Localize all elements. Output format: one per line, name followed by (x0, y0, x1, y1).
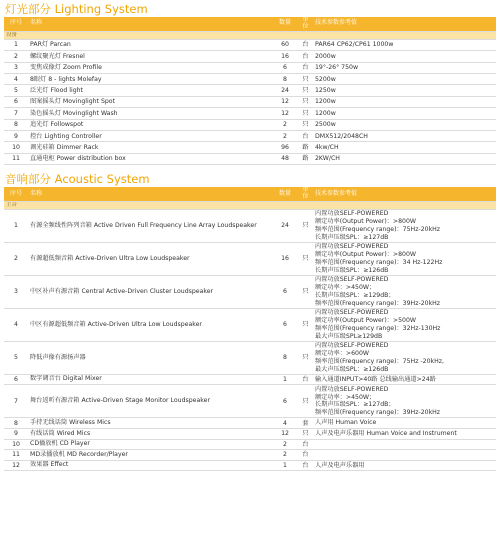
item-quantity: 16 (272, 242, 298, 275)
spec-line: 内置功放SELF-POWERED (315, 341, 389, 349)
item-spec: 2KW/CH (313, 153, 496, 164)
table-row (4, 418, 496, 429)
spec-line: 输入通道INPUT>40路 总线输出通道>24路 (315, 375, 436, 383)
item-spec (313, 242, 496, 275)
item-spec: 19°-26° 750w (313, 62, 496, 73)
spec-line: 额定功率：>600W (315, 349, 370, 357)
item-number: 1 (4, 209, 28, 242)
item-unit: 台 (298, 39, 313, 50)
item-unit: 台 (298, 439, 313, 450)
item-unit: 只 (298, 85, 313, 96)
col-header-no: 序号 (4, 17, 28, 31)
item-spec: 4kw/CH (313, 142, 496, 153)
item-unit: 只 (298, 341, 313, 374)
table-row (4, 450, 496, 461)
item-quantity: 2 (272, 119, 298, 130)
item-quantity: 4 (272, 418, 298, 429)
item-unit: 台 (298, 450, 313, 461)
item-quantity: 2 (272, 130, 298, 141)
item-name: 图案摇头灯 Movinglight Spot (28, 96, 272, 107)
item-spec (313, 450, 496, 461)
item-name: 手持无线话筒 Wireless Mics (28, 418, 272, 429)
item-quantity: 1 (272, 374, 298, 385)
item-name: 中区补声有源音箱 Central Active-Driven Cluster Loudspeaker (28, 275, 272, 308)
item-unit: 只 (298, 96, 313, 107)
item-quantity: 8 (272, 73, 298, 84)
item-name: 泛光灯 Flood light (28, 85, 272, 96)
item-quantity: 16 (272, 51, 298, 62)
spec-line: 长期声压级SPL：≥127dB (315, 233, 389, 241)
col-header-no: 序号 (4, 187, 28, 201)
table-row (4, 142, 496, 153)
item-quantity: 48 (272, 153, 298, 164)
item-name: 变焦成像灯 Zoom Profile (28, 62, 272, 73)
item-name: 效果器 Effect (28, 460, 272, 471)
table-row (4, 62, 496, 73)
item-spec (313, 460, 496, 471)
item-number: 9 (4, 429, 28, 440)
table-row (4, 242, 496, 275)
item-unit: 台 (298, 51, 313, 62)
item-name: 8眼灯 8 - lights Molefay (28, 73, 272, 84)
item-number: 7 (4, 385, 28, 418)
item-spec: 1200w (313, 108, 496, 119)
table-row (4, 108, 496, 119)
item-number: 10 (4, 439, 28, 450)
item-number: 6 (4, 374, 28, 385)
col-header-spec: 技术参数参考值 (313, 187, 496, 201)
item-number: 5 (4, 85, 28, 96)
spec-line: 最大声压级SPL≥129dB (315, 332, 383, 340)
item-name: 有源全频线性阵列音箱 Active Driven Full Frequency Line Array Loudspeaker (28, 209, 272, 242)
item-number: 5 (4, 341, 28, 374)
item-spec (313, 418, 496, 429)
item-name: 直通电柜 Power distribution box (28, 153, 272, 164)
item-spec (313, 374, 496, 385)
col-header-name: 名称 (28, 17, 272, 31)
table-row (4, 39, 496, 50)
item-quantity: 6 (272, 62, 298, 73)
item-number: 8 (4, 119, 28, 130)
item-spec (313, 275, 496, 308)
item-quantity: 8 (272, 341, 298, 374)
item-name: 舞台返听有源音箱 Active-Driven Stage Monitor Loudspeaker (28, 385, 272, 418)
item-spec: 2000w (313, 51, 496, 62)
spec-line: 额定功率：>450W； (315, 283, 376, 291)
item-spec: 2500w (313, 119, 496, 130)
table-row (4, 308, 496, 341)
item-spec: DMX512/2048CH (313, 130, 496, 141)
table-row (4, 341, 496, 374)
item-number: 2 (4, 242, 28, 275)
item-spec: PAR64 CP62/CP61 1000w (313, 39, 496, 50)
item-name: 数字调音台 Digital Mixer (28, 374, 272, 385)
table-row (4, 439, 496, 450)
item-spec: 1250w (313, 85, 496, 96)
item-unit: 只 (298, 242, 313, 275)
item-number: 3 (4, 275, 28, 308)
item-number: 10 (4, 142, 28, 153)
spec-line: 频率范围(Frequency range)：34 Hz-122Hz (315, 258, 443, 266)
item-quantity: 1 (272, 460, 298, 471)
item-unit: 只 (298, 385, 313, 418)
table-row (4, 85, 496, 96)
item-name: 降低声像有源扬声器 (28, 341, 272, 374)
item-unit: 只 (298, 275, 313, 308)
table-row (4, 153, 496, 164)
item-number: 7 (4, 108, 28, 119)
item-unit: 台 (298, 374, 313, 385)
table-row (4, 385, 496, 418)
item-unit: 只 (298, 119, 313, 130)
item-quantity: 24 (272, 209, 298, 242)
item-unit: 只 (298, 429, 313, 440)
item-quantity: 6 (272, 275, 298, 308)
spec-line: 人声及电声乐器用 Human Voice and Instrument (315, 429, 457, 437)
item-unit: 台 (298, 460, 313, 471)
item-number: 12 (4, 460, 28, 471)
col-header-unit: 单位 (298, 187, 313, 201)
item-unit: 只 (298, 108, 313, 119)
item-spec (313, 341, 496, 374)
item-name: MD录播放机 MD Recorder/Player (28, 450, 272, 461)
item-quantity: 12 (272, 96, 298, 107)
spec-line: 内置功放SELF-POWERED (315, 242, 389, 250)
item-quantity: 24 (272, 85, 298, 96)
col-header-spec: 技术参数参考值 (313, 17, 496, 31)
acoustic-group-label: 主音 (4, 201, 496, 209)
item-unit: 套 (298, 418, 313, 429)
spec-line: 额定功率(Output Power)：>500W (315, 316, 417, 324)
item-name: 追光灯 Followspot (28, 119, 272, 130)
item-unit: 台 (298, 130, 313, 141)
lighting-section-title: 灯光部分 Lighting System (5, 2, 148, 16)
spec-line: 内置功放SELF-POWERED (315, 209, 389, 217)
acoustic-table (4, 187, 496, 471)
item-spec (313, 209, 496, 242)
item-spec: 5200w (313, 73, 496, 84)
item-quantity: 96 (272, 142, 298, 153)
item-unit: 只 (298, 73, 313, 84)
spec-line (315, 451, 494, 459)
item-number: 3 (4, 62, 28, 73)
col-header-qty: 数量 (272, 17, 298, 31)
col-header-unit: 单位 (298, 17, 313, 31)
equipment-spec-page (0, 1, 500, 560)
item-quantity: 2 (272, 450, 298, 461)
spec-line: 频率范围(Frequency range)：39Hz-20kHz (315, 409, 441, 417)
item-unit: 路 (298, 153, 313, 164)
table-row (4, 119, 496, 130)
table-row (4, 130, 496, 141)
spec-line: 最大声压级SPL：≥126dB (315, 365, 389, 373)
item-name: CD播放机 CD Player (28, 439, 272, 450)
item-number: 1 (4, 39, 28, 50)
lighting-group-label: 设备 (4, 31, 496, 39)
col-header-name: 名称 (28, 187, 272, 201)
spec-line: 频率范围(Frequency range)：32Hz-130Hz (315, 324, 441, 332)
item-unit: 台 (298, 62, 313, 73)
spec-line: 内置功放SELF-POWERED (315, 308, 389, 316)
spec-line: 长期声压级SPL：≥129dB； (315, 291, 395, 299)
item-spec: 1200w (313, 96, 496, 107)
table-row (4, 374, 496, 385)
item-name: 有线话筒 Wired Mics (28, 429, 272, 440)
table-row (4, 429, 496, 440)
spec-line: 长期声压级SPL：≥126dB (315, 266, 389, 274)
spec-line: 人声用 Human Voice (315, 419, 377, 427)
item-quantity: 2 (272, 439, 298, 450)
item-number: 4 (4, 73, 28, 84)
spec-line: 频率范围(Frequency range)：75Hz-20kHz (315, 225, 441, 233)
item-unit: 只 (298, 209, 313, 242)
spec-line (315, 440, 494, 448)
spec-line: 内置功放SELF-POWERED (315, 385, 389, 393)
table-row (4, 275, 496, 308)
item-name: 染色摇头灯 Movinglight Wash (28, 108, 272, 119)
item-name: 中区有源超低频音箱 Active-Driven Ultra Low Loudspeaker (28, 308, 272, 341)
item-quantity: 6 (272, 385, 298, 418)
item-number: 11 (4, 153, 28, 164)
item-name: 调光硅箱 Dimmer Rack (28, 142, 272, 153)
item-unit: 只 (298, 308, 313, 341)
table-row (4, 73, 496, 84)
item-number: 11 (4, 450, 28, 461)
item-number: 4 (4, 308, 28, 341)
item-number: 2 (4, 51, 28, 62)
table-row (4, 460, 496, 471)
item-quantity: 12 (272, 108, 298, 119)
item-name: PAR灯 Parcan (28, 39, 272, 50)
acoustic-section-title: 音响部分 Acoustic System (5, 172, 150, 187)
item-number: 8 (4, 418, 28, 429)
spec-line: 内置功放SELF-POWERED (315, 275, 389, 283)
item-name: 螺纹聚光灯 Fresnel (28, 51, 272, 62)
table-row (4, 209, 496, 242)
item-spec (313, 385, 496, 418)
item-unit: 路 (298, 142, 313, 153)
spec-line: 额定功率(Output Power)：>800W (315, 217, 417, 225)
spec-line: 频率范围(Frequency range)：75Hz -20kHz, (315, 357, 444, 365)
item-spec (313, 429, 496, 440)
spec-line: 额定功率(Output Power)：>800W (315, 250, 417, 258)
item-name: 控台 Lighting Controller (28, 130, 272, 141)
spec-line: 长期声压级SPL：≥127dB； (315, 401, 395, 409)
item-quantity: 6 (272, 308, 298, 341)
col-header-qty: 数量 (272, 187, 298, 201)
item-number: 6 (4, 96, 28, 107)
spec-line: 频率范围(Frequency range)：39Hz-20kHz (315, 299, 441, 307)
item-spec (313, 308, 496, 341)
item-name: 有源超低频音箱 Active-Driven Ultra Low Loudspeaker (28, 242, 272, 275)
lighting-table (4, 17, 496, 165)
spec-line: 额定功率：>450W； (315, 393, 376, 401)
item-spec (313, 439, 496, 450)
table-row (4, 51, 496, 62)
item-quantity: 60 (272, 39, 298, 50)
item-number: 9 (4, 130, 28, 141)
spec-line: 人声及电声乐器用 (315, 461, 365, 469)
table-row (4, 96, 496, 107)
item-quantity: 12 (272, 429, 298, 440)
